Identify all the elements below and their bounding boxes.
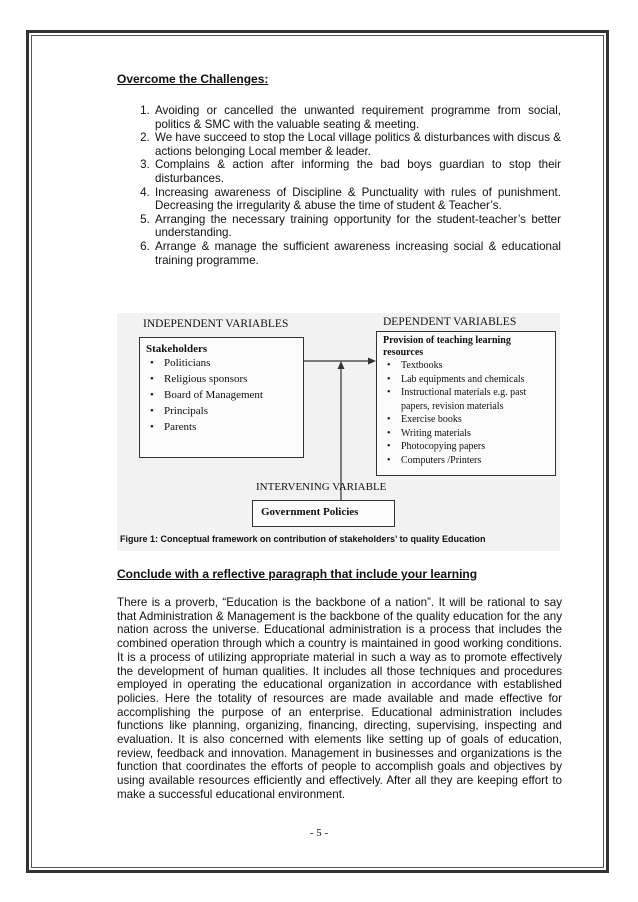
list-item: 4. Increasing awareness of Discipline & Punctuality with rules of punishment. Decreasing the irregularity & abuse the time of student & Teacher’s. <box>153 186 561 213</box>
conclusion-heading: Conclude with a reflective paragraph that include your learning <box>117 567 478 581</box>
list-item: • Parents <box>150 421 197 433</box>
list-item: • Photocopying papers <box>387 441 486 452</box>
stakeholders-list <box>146 355 303 435</box>
list-item: • Lab equipments and chemicals <box>387 373 525 385</box>
government-policies-label: Government Policies <box>261 506 359 518</box>
list-item: 5. Arranging the necessary training opportunity for the student-teacher’s better understanding. <box>153 213 561 240</box>
challenges-heading: Overcome the Challenges: <box>117 72 269 86</box>
provision-title: Provision of teaching learning resources <box>383 335 511 358</box>
list-item: • Textbooks <box>387 360 443 371</box>
conceptual-framework-figure <box>117 313 560 551</box>
list-item: • Computers /Printers <box>387 454 482 466</box>
stakeholders-box <box>139 337 304 458</box>
intervening-arrow-head <box>338 361 345 369</box>
stakeholders-title: Stakeholders <box>146 343 208 355</box>
resources-box <box>376 331 556 476</box>
challenges-list <box>117 104 561 267</box>
government-policies-box <box>252 500 395 527</box>
list-item: • Writing materials <box>387 427 471 439</box>
figure-caption: Figure 1: Conceptual framework on contribution of stakeholders’ to quality Education <box>120 534 486 544</box>
list-item: 1. Avoiding or cancelled the unwanted requirement programme from social, politics & SMC with the valuable seating & meeting. <box>153 104 561 131</box>
conclusion-paragraph: There is a proverb, “Education is the backbone of a nation”. It will be rational to say that Administration & Management is the backbone of the quality education for the any nation across the universe. Educational administration is a process that includes the combined operation through which a country is maintained in good working conditions. It is a process of utilizing appropriate material in such a way as to promote effectively the development of human qualities. It includes all those techniques and procedures employed in operating the educational organization in accordance with established policies. Here the totality of resources are made available and made effective for accomplishing the purpose of an enterprise. Educational administration includes functions like planning, organizing, financing, directing, supervising, inspecting and evaluation. It is also concerned with elements like setting up of goals of education, review, feedback and innovation. Management in businesses and organizations is the function that coordinates the efforts of people to accomplish goals and objectives by using available resources efficiently and effectively. After all they are keeping effort to make a successful educational environment. <box>117 596 562 801</box>
list-item: 6. Arrange & manage the sufficient awareness increasing social & educational training programme. <box>153 240 561 267</box>
independent-variables-title: INDEPENDENT VARIABLES <box>143 318 289 330</box>
dependent-variables-title: DEPENDENT VARIABLES <box>383 316 517 328</box>
resources-list <box>383 359 551 467</box>
list-item: • Board of Management <box>150 389 263 401</box>
list-item: • Principals <box>150 405 208 417</box>
list-item: • Exercise books <box>387 414 462 425</box>
stakeholder-arrow-head <box>368 358 376 365</box>
list-item: • Religious sponsors <box>150 373 248 385</box>
page-number: - 5 - <box>309 827 329 839</box>
list-item: 3. Complains & action after informing the bad boys guardian to stop their disturbances. <box>153 158 561 185</box>
list-item: 2. We have succeed to stop the Local village politics & disturbances with discus & actions belonging Local member & leader. <box>153 131 561 158</box>
intervening-variable-title: INTERVENING VARIABLE <box>256 481 387 493</box>
challenges-section <box>117 72 561 267</box>
list-item: • Instructional materials e.g. past papers, revision materials <box>387 387 527 412</box>
conclusion-section <box>117 567 562 802</box>
list-item: • Politicians <box>150 357 211 369</box>
